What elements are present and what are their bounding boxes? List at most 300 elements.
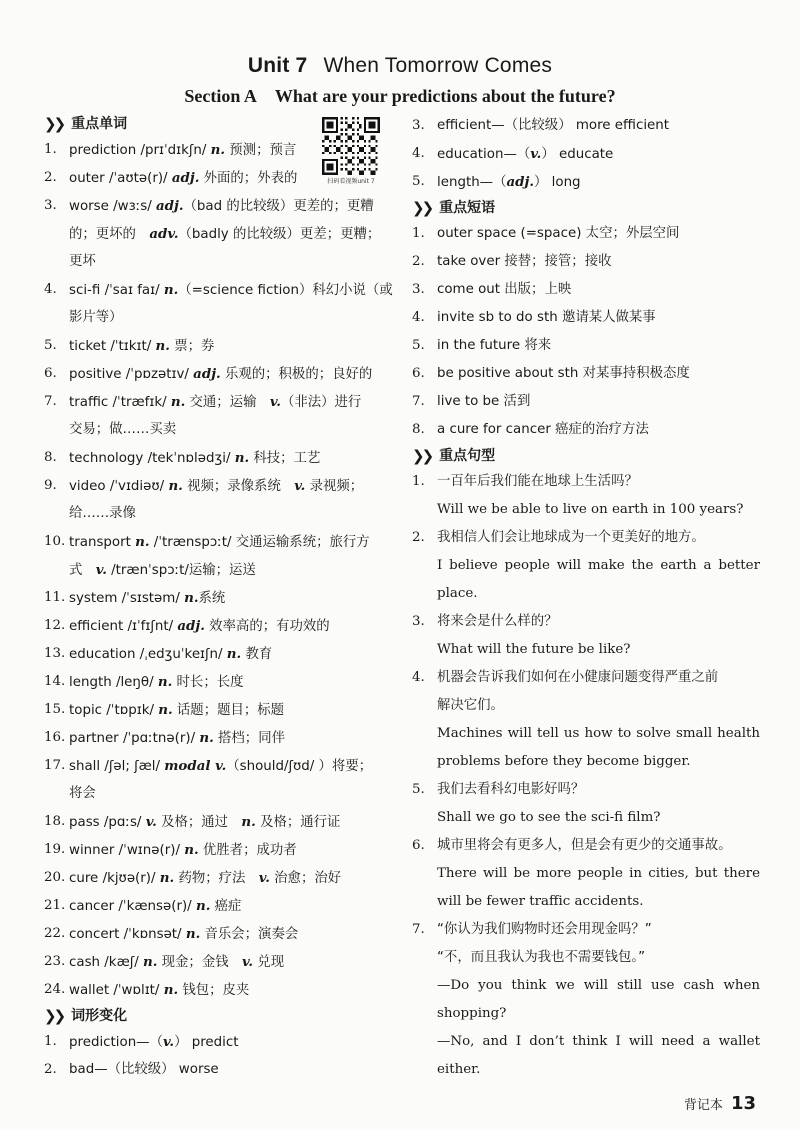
qr-module: [336, 149, 338, 151]
qr-module: [341, 168, 343, 170]
text-segment: —No, and I don’t think I will need a wallet: [437, 1034, 760, 1049]
phrase-item: [412, 248, 760, 276]
text-segment: adj.: [177, 618, 205, 634]
text-segment: length—（: [437, 175, 507, 190]
qr-module: [338, 136, 340, 138]
vocab-item: [44, 276, 394, 332]
qr-module: [341, 140, 343, 142]
text-segment: wallet: [69, 983, 114, 998]
text-segment: adv.: [149, 226, 179, 242]
qr-module: [373, 161, 375, 163]
qr-module: [322, 161, 324, 163]
qr-module: [341, 129, 343, 131]
qr-module: [352, 117, 354, 119]
qr-module: [327, 159, 329, 161]
text-segment: 一百年后我们能在地球上生活吗？: [437, 474, 638, 489]
text-segment: ） predict: [174, 1035, 239, 1050]
text-segment: /prɪˈdɪkʃn/: [140, 143, 211, 158]
item-number: 8.: [412, 422, 425, 437]
text-segment: v.: [95, 562, 107, 578]
qr-module: [336, 170, 338, 172]
item-number: 20.: [44, 870, 66, 885]
word-form-item: [44, 1028, 394, 1056]
qr-module: [357, 129, 359, 131]
qr-module: [345, 163, 347, 165]
qr-module: [357, 163, 359, 165]
qr-module: [364, 119, 366, 121]
text-segment: prediction: [69, 143, 141, 158]
text-segment: n.: [135, 534, 150, 550]
qr-module: [359, 147, 361, 149]
qr-module: [329, 166, 331, 168]
word-forms-list-left: [44, 1028, 394, 1084]
item-number: 5.: [412, 782, 425, 797]
qr-module: [350, 170, 352, 172]
text-segment: v.: [530, 146, 542, 162]
section-question: What are your predictions about the future?: [274, 86, 616, 106]
qr-module: [324, 136, 326, 138]
sentences-list: [412, 468, 760, 1084]
vocab-item: [44, 528, 394, 584]
qr-module: [378, 122, 380, 124]
qr-module: [322, 173, 324, 175]
qr-module: [350, 159, 352, 161]
qr-module: [322, 163, 324, 165]
word-forms-list-right: [412, 112, 760, 196]
qr-module: [348, 124, 350, 126]
text-segment: /leŋθ/: [115, 675, 158, 690]
item-number: 7.: [44, 394, 57, 409]
text-segment: /ˈwɒlɪt/: [113, 983, 164, 998]
text-segment: 现金；金钱: [157, 955, 242, 970]
item-number: 1.: [44, 142, 57, 157]
double-chevron-icon: ❯❯: [44, 115, 64, 133]
text-segment: v.: [162, 1034, 175, 1050]
sentence-item: [412, 832, 760, 916]
qr-module: [331, 166, 333, 168]
item-number: 2.: [412, 254, 425, 269]
text-segment: adj.: [155, 198, 184, 214]
text-segment: outer space (=space) 太空；外层空间: [437, 226, 680, 241]
qr-module: [334, 145, 336, 147]
item-number: 6.: [44, 366, 57, 381]
qr-module: [327, 126, 329, 128]
item-number: 21.: [44, 898, 66, 913]
qr-module: [352, 133, 354, 135]
qr-module: [373, 159, 375, 161]
qr-module: [352, 156, 354, 158]
qr-module: [359, 161, 361, 163]
qr-module: [336, 161, 338, 163]
item-number: 24.: [44, 982, 66, 997]
qr-module: [329, 163, 331, 165]
qr-module: [324, 159, 326, 161]
qr-module: [348, 161, 350, 163]
text-segment: cash: [69, 955, 105, 970]
qr-module: [345, 156, 347, 158]
qr-module: [357, 122, 359, 124]
text-segment: “你认为我们购物时还会用现金吗？”: [437, 922, 652, 937]
qr-module: [357, 152, 359, 154]
text-segment: n.: [210, 142, 226, 158]
qr-module: [324, 173, 326, 175]
qr-module: [345, 168, 347, 170]
qr-module: [371, 149, 373, 151]
text-segment: outer: [69, 171, 109, 186]
qr-module: [324, 138, 326, 140]
qr-module: [334, 117, 336, 119]
qr-module: [361, 149, 363, 151]
vocab-item: [44, 360, 394, 388]
word-forms-heading-label: 词形变化: [71, 1008, 128, 1024]
text-segment: take over 接替；接管；接收: [437, 254, 612, 269]
qr-module: [322, 131, 324, 133]
qr-module: [336, 129, 338, 131]
qr-module: [331, 124, 333, 126]
qr-module: [338, 147, 340, 149]
qr-module: [357, 156, 359, 158]
text-segment: 及格；通行证: [255, 815, 341, 830]
qr-module: [375, 168, 377, 170]
vocab-item: [44, 724, 394, 752]
item-number: 4.: [412, 670, 425, 685]
qr-module: [375, 163, 377, 165]
qr-module: [329, 168, 331, 170]
text-segment: ） long: [534, 175, 581, 190]
qr-code[interactable]: [322, 117, 380, 175]
qr-module: [322, 126, 324, 128]
text-segment: /ˈtɪkɪt/: [110, 339, 156, 354]
item-number: 13.: [44, 646, 66, 661]
qr-module: [371, 131, 373, 133]
sentence-item: [412, 468, 760, 524]
qr-module: [375, 156, 377, 158]
text-segment: /ˈvɪdiəʊ/: [109, 479, 169, 494]
text-segment: invite sb to do sth 邀请某人做某事: [437, 310, 656, 325]
qr-module: [331, 122, 333, 124]
qr-module: [364, 140, 366, 142]
text-segment: partner: [69, 731, 123, 746]
qr-module: [327, 136, 329, 138]
text-segment: n.: [163, 982, 179, 998]
vocab-item: [44, 892, 394, 920]
text-segment: I believe people will make the earth a better: [437, 558, 760, 573]
text-segment: 搭档；同伴: [213, 731, 285, 746]
qr-module: [348, 159, 350, 161]
text-segment: /ˌedʒuˈkeɪʃn/: [139, 647, 227, 662]
qr-module: [327, 149, 329, 151]
qr-module: [368, 145, 370, 147]
item-number: 3.: [44, 198, 57, 213]
qr-module: [336, 147, 338, 149]
text-segment: 音乐会；演奏会: [200, 927, 299, 942]
text-segment: /ˈtrænspɔːt/: [149, 535, 236, 550]
qr-module: [329, 140, 331, 142]
phrases-heading: [412, 196, 760, 220]
qr-caption: 扫码看视频unit 7: [327, 178, 375, 185]
qr-module: [361, 170, 363, 172]
text-segment: n.: [185, 926, 201, 942]
text-segment: cancer: [69, 899, 119, 914]
qr-module: [361, 161, 363, 163]
sentence-item: [412, 608, 760, 664]
text-segment: prediction—（: [69, 1035, 163, 1050]
qr-module: [368, 152, 370, 154]
qr-module: [359, 159, 361, 161]
text-segment: efficient: [69, 619, 128, 634]
qr-module: [341, 152, 343, 154]
phrase-item: [412, 276, 760, 304]
qr-module: [368, 156, 370, 158]
qr-module: [341, 163, 343, 165]
item-number: 1.: [412, 474, 425, 489]
qr-module: [331, 159, 333, 161]
text-segment: bad—（比较级） worse: [69, 1062, 219, 1077]
qr-module: [345, 145, 347, 147]
qr-module: [324, 117, 326, 119]
qr-module: [352, 129, 354, 131]
item-number: 2.: [44, 170, 57, 185]
qr-module: [324, 147, 326, 149]
qr-module: [368, 117, 370, 119]
text-segment: 给……录像: [69, 506, 136, 521]
qr-module: [338, 149, 340, 151]
qr-module: [359, 136, 361, 138]
text-segment: （=science fiction）科幻小说（或: [178, 283, 393, 298]
left-column: [44, 112, 394, 1084]
qr-module: [348, 170, 350, 172]
qr-module: [371, 161, 373, 163]
qr-module: [331, 131, 333, 133]
qr-module: [359, 124, 361, 126]
phrases-heading-label: 重点短语: [439, 200, 496, 216]
vocab-list: [44, 136, 394, 1004]
qr-module: [373, 170, 375, 172]
text-segment: /ˈtræfɪk/: [112, 395, 171, 410]
text-segment: /ʃəl; ʃæl/: [104, 759, 165, 774]
qr-module: [364, 163, 366, 165]
qr-module: [322, 122, 324, 124]
qr-module: [341, 117, 343, 119]
item-number: 5.: [44, 338, 57, 353]
item-number: 6.: [412, 838, 425, 853]
qr-module: [350, 173, 352, 175]
qr-module: [364, 124, 366, 126]
text-segment: 我相信人们会让地球成为一个更美好的地方。: [437, 530, 705, 545]
text-segment: will be fewer traffic accidents.: [437, 894, 644, 909]
text-segment: 将会: [69, 786, 96, 801]
qr-module: [331, 163, 333, 165]
text-segment: 兑现: [253, 955, 285, 970]
text-segment: /ˈtɒpɪk/: [106, 703, 159, 718]
text-segment: education: [69, 647, 140, 662]
sentences-heading: [412, 444, 760, 468]
qr-module: [322, 170, 324, 172]
text-segment: 城市里将会有更多人，但是会有更少的交通事故。: [437, 838, 732, 853]
qr-module: [352, 122, 354, 124]
item-number: 4.: [412, 310, 425, 325]
text-segment: v.: [294, 478, 306, 494]
vocab-item: [44, 612, 394, 640]
qr-module: [373, 173, 375, 175]
text-segment: 视频；录像系统: [182, 479, 295, 494]
text-segment: /ˈsaɪ faɪ/: [104, 283, 164, 298]
qr-module: [345, 140, 347, 142]
item-number: 5.: [412, 338, 425, 353]
item-number: 10.: [44, 534, 66, 549]
text-segment: （badly 的比较级）更差；更糟；: [178, 227, 381, 242]
text-segment: There will be more people in cities, but there: [437, 866, 760, 881]
qr-module: [371, 138, 373, 140]
item-number: 8.: [44, 450, 57, 465]
item-number: 3.: [412, 282, 425, 297]
qr-module: [329, 145, 331, 147]
text-segment: v.: [242, 954, 254, 970]
word-forms-heading: [44, 1004, 394, 1028]
word-form-item: [412, 112, 760, 140]
qr-module: [373, 138, 375, 140]
text-segment: adj.: [506, 174, 535, 190]
vocab-item: [44, 948, 394, 976]
qr-module: [329, 173, 331, 175]
text-segment: n.: [168, 478, 183, 494]
text-segment: 预测；预言: [225, 143, 297, 158]
text-segment: 机器会告诉我们如何在小健康问题变得严重之前: [437, 670, 719, 685]
qr-module: [364, 117, 366, 119]
text-segment: n.: [159, 870, 175, 886]
qr-module: [336, 131, 338, 133]
item-number: 4.: [44, 282, 57, 297]
qr-module: [373, 117, 375, 119]
text-segment: /ˈwɪnə(r)/: [118, 843, 185, 858]
qr-module: [371, 117, 373, 119]
text-segment: n.: [226, 646, 242, 662]
text-segment: /pɑːs/: [103, 815, 146, 830]
phrase-item: [412, 304, 760, 332]
text-segment: topic: [69, 703, 107, 718]
qr-module: [359, 173, 361, 175]
text-segment: n.: [199, 730, 214, 746]
qr-module: [352, 152, 354, 154]
qr-module: [331, 117, 333, 119]
vocab-item: [44, 696, 394, 724]
vocab-item: [44, 864, 394, 892]
qr-module: [329, 122, 331, 124]
page-subtitle: [0, 86, 800, 107]
qr-module: [348, 126, 350, 128]
item-number: 14.: [44, 674, 66, 689]
qr-module: [378, 129, 380, 131]
qr-module: [345, 122, 347, 124]
text-segment: 优胜者；成功者: [198, 843, 297, 858]
qr-module: [345, 152, 347, 154]
qr-module: [348, 173, 350, 175]
qr-module: [364, 131, 366, 133]
item-number: 7.: [412, 394, 425, 409]
vocab-item: [44, 668, 394, 696]
qr-module: [336, 126, 338, 128]
qr-module: [378, 124, 380, 126]
text-segment: length: [69, 675, 116, 690]
qr-module: [336, 122, 338, 124]
qr-module: [322, 119, 324, 121]
qr-module: [341, 145, 343, 147]
item-number: 9.: [44, 478, 57, 493]
text-segment: 将来会是什么样的？: [437, 614, 558, 629]
text-segment: v.: [258, 870, 270, 886]
qr-module: [375, 117, 377, 119]
text-segment: live to be 活到: [437, 394, 531, 409]
item-number: 17.: [44, 758, 66, 773]
qr-module: [324, 131, 326, 133]
text-segment: 话题；题目；标题: [172, 703, 285, 718]
qr-module: [322, 129, 324, 131]
text-segment: positive: [69, 367, 126, 382]
qr-module: [350, 124, 352, 126]
text-segment: winner: [69, 843, 119, 858]
text-segment: v.: [269, 394, 281, 410]
unit-label: Unit 7: [247, 54, 308, 77]
text-segment: n.: [241, 814, 256, 830]
qr-module: [352, 168, 354, 170]
qr-module: [373, 122, 375, 124]
text-segment: n.: [163, 282, 179, 298]
text-segment: video: [69, 479, 110, 494]
qr-module: [327, 147, 329, 149]
text-segment: n.: [142, 954, 158, 970]
vocab-item: [44, 640, 394, 668]
section-label: Section A: [184, 86, 257, 106]
qr-module: [350, 138, 352, 140]
word-form-item: [44, 1056, 394, 1084]
qr-module: [371, 170, 373, 172]
page-title: [0, 54, 800, 78]
qr-module: [361, 147, 363, 149]
qr-module: [364, 168, 366, 170]
text-segment: 科技；工艺: [249, 451, 321, 466]
qr-module: [371, 126, 373, 128]
qr-module: [345, 133, 347, 135]
text-segment: /ˈpɑːtnə(r)/: [122, 731, 200, 746]
qr-module: [378, 117, 380, 119]
text-segment: 更坏: [69, 254, 96, 269]
text-segment: 交通运输系统；旅行方: [235, 535, 370, 550]
text-segment: place.: [437, 586, 478, 601]
qr-module: [345, 117, 347, 119]
text-segment: /kjʊə(r)/: [102, 871, 160, 886]
qr-module: [322, 166, 324, 168]
vocab-heading-label: 重点单词: [71, 116, 128, 132]
item-number: 1.: [44, 1034, 57, 1049]
qr-module: [336, 124, 338, 126]
qr-module: [378, 126, 380, 128]
qr-module: [373, 126, 375, 128]
text-segment: 票；券: [169, 339, 215, 354]
qr-module: [322, 117, 324, 119]
text-segment: 系统: [198, 591, 226, 606]
qr-module: [336, 168, 338, 170]
qr-module: [329, 152, 331, 154]
qr-module: [334, 140, 336, 142]
qr-module: [359, 149, 361, 151]
text-segment: shall: [69, 759, 105, 774]
text-segment: Will we be able to live on earth in 100 years?: [437, 502, 744, 517]
qr-module: [327, 117, 329, 119]
phrases-list: [412, 220, 760, 444]
qr-module: [368, 126, 370, 128]
text-segment: 教育: [241, 647, 273, 662]
text-segment: （bad 的比较级）更差的；更糟: [183, 199, 374, 214]
